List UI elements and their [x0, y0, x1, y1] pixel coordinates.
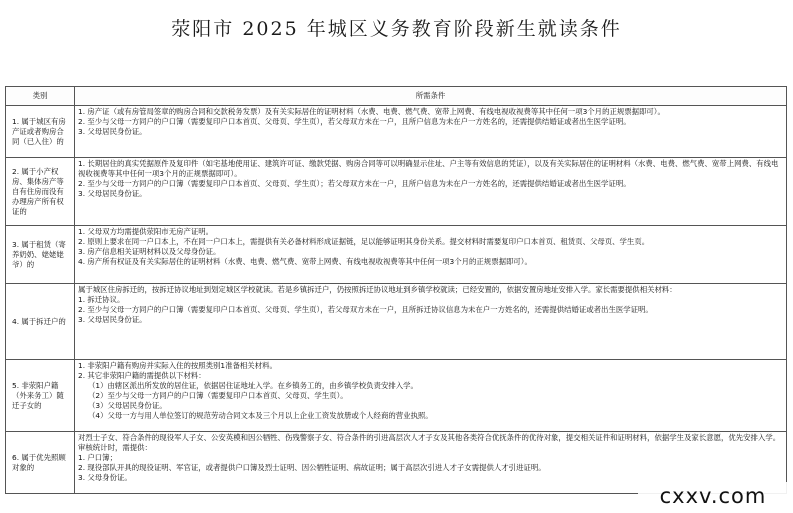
- row-category: 6. 属于优先照顾对象的: [6, 432, 75, 494]
- watermark: cxxv.com: [638, 482, 788, 510]
- row-conditions: [75, 284, 787, 360]
- condition-line: （4）父母一方与用人单位签订的规范劳动合同文本及三个月以上企业工资发放册或个人经商的营业执照。: [88, 411, 433, 420]
- condition-line: 对烈士子女、符合条件的现役军人子女、公安英模和因公牺牲、伤残警察子女、符合条件的引进高层次人才子女及其他各类符合优抚条件的优待对象，提交相关证件和证明材料，依据学生及家长意愿，优先安排入学。审核统计时，需提供：: [78, 433, 781, 452]
- condition-line: （1）由辖区派出所发放的居住证，依据居住证地址入学。在乡镇务工的，由乡镇学校负责安排入学。: [88, 381, 418, 390]
- condition-line: 2. 原则上要求在同一户口本上，不在同一户口本上，需提供有关必备材料形成证据链，足以能够证明其身份关系。提交材料时需要复印户口本首页、租赁页、父母页、学生页。: [78, 237, 650, 246]
- condition-line: 1. 户口簿；: [78, 453, 117, 462]
- table-row: [6, 158, 787, 226]
- condition-line: 2. 至少与父母一方同户的户口簿（需要复印户口本首页、父母页、学生页）；若父母双方未在一户，且所户信息为未在户一方姓名的，还需提供结婚证或者出生医学证明。: [78, 179, 631, 188]
- header-category: 类别: [6, 87, 75, 106]
- conditions-table: [5, 86, 787, 494]
- condition-line: （2）至少与父母一方同户的户口簿（需要复印户口本首页、父母页、学生页）。: [88, 391, 348, 400]
- condition-line: 3. 父母居民身份证。: [78, 315, 147, 324]
- table-row: [6, 226, 787, 284]
- condition-line: 1. 非荥阳户籍有购房并实际入住的按照类别1准备相关材料。: [78, 361, 277, 370]
- table-header-row: [6, 87, 787, 106]
- row-conditions: [75, 158, 787, 226]
- page-title: 荥阳市 2025 年城区义务教育阶段新生就读条件: [171, 18, 622, 40]
- row-category: 5. 非荥阳户籍（外来务工）随迁子女的: [6, 360, 75, 432]
- row-conditions: [75, 106, 787, 158]
- condition-line: 1. 父母双方均需提供荥阳市无房产证明。: [78, 227, 214, 236]
- condition-line: 3. 房产信息相关证明材料以及父母身份证。: [78, 247, 221, 256]
- condition-line: 2. 至少与父母一方同户的户口簿（需要复印户口本首页、父母页、学生页），若父母双方未在一户，且所户信息为未在户一方姓名的，还需提供结婚证或者出生医学证明。: [78, 117, 631, 126]
- condition-line: 4. 房产所有权证及有关实际居住的证明材料（水费、电费、燃气费、宽带上网费、有线电视收视费等其中任何一项3个月的正规票据即可）。: [78, 257, 532, 266]
- condition-line: 3. 父母居民身份证。: [78, 127, 147, 136]
- table-row: [6, 284, 787, 360]
- table-row: [6, 360, 787, 432]
- row-category: 1. 属于城区有房产证或者购房合同（已入住）的: [6, 106, 75, 158]
- row-conditions: [75, 226, 787, 284]
- row-category: 4. 属于拆迁户的: [6, 284, 75, 360]
- row-category: 3. 属于租赁（寄养奶奶、姥姥姥爷）的: [6, 226, 75, 284]
- condition-line: 2. 现役部队开具的现役证明、军官证，或者提供户口簿及烈士证明、因公牺牲证明、病故证明；属于高层次引进人才子女需提供人才引进证明。: [78, 463, 546, 472]
- condition-line: 2. 至少与父母一方同户的户口簿（需要复印户口本首页、父母页、学生页），若父母双方未在一户，且所拆迁协议信息为未在户一方姓名的，还需提供结婚证或者出生医学证明。: [78, 305, 653, 314]
- condition-line: （3）父母居民身份证。: [88, 401, 167, 410]
- condition-line: 3. 父母居民身份证。: [78, 189, 147, 198]
- condition-line: 3. 父母身份证。: [78, 473, 132, 482]
- condition-line: 1. 拆迁协议。: [78, 295, 125, 304]
- condition-line: 1. 长期居住的真实凭据原件及复印件（如宅基地使用证、建筑许可证、缴款凭据、购房合同等可以明确显示住址、户主等有效信息的凭证），以及有关实际居住的证明材料（水费、电费、燃气费、宽带上网费、有线电视收视费等其中任何一项3个月的正规票据即可）。: [78, 159, 779, 178]
- row-conditions: [75, 360, 787, 432]
- header-conditions: 所需条件: [75, 87, 787, 106]
- table-row: [6, 106, 787, 158]
- row-category: 2. 属于小产权房、集体房产等自有住房而没有办理房产所有权证的: [6, 158, 75, 226]
- condition-line: 属于城区住房拆迁的，按拆迁协议地址到划定城区学校就读。若是乡镇拆迁户，仍按照拆迁协议地址到乡镇学校就读；已经安置的，依据安置房地址安排入学。家长需要提供相关材料：: [78, 285, 677, 294]
- condition-line: 1. 房产证（或有房管局签章的购房合同和交款税务发票）及有关实际居住的证明材料（水费、电费、燃气费、宽带上网费、有线电视收视费等其中任何一项3个月的正规票据即可）。: [78, 107, 665, 116]
- condition-line: 2. 其它非荥阳户籍的需提供以下材料：: [78, 371, 206, 380]
